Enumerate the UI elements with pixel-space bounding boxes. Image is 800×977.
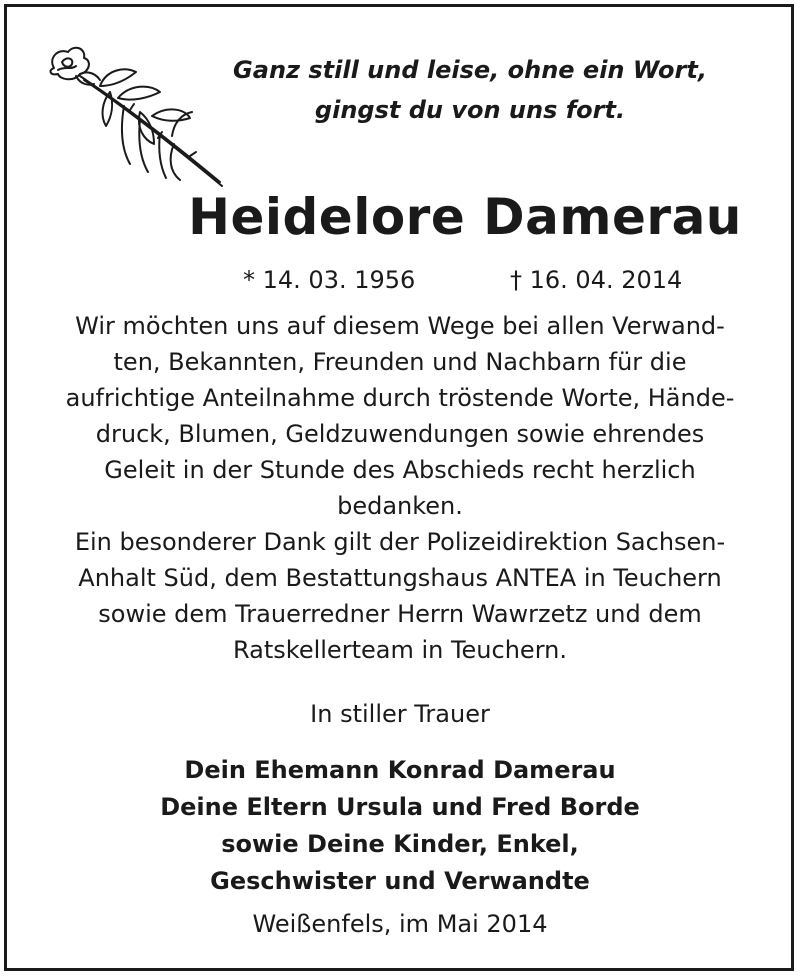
death-date: † 16. 04. 2014: [510, 266, 683, 294]
message-line: Geleit in der Stunde des Abschieds recht herzlich: [104, 456, 696, 484]
message-line: druck, Blumen, Geldzuwendungen sowie ehrendes: [95, 420, 705, 448]
signatory-line: Deine Eltern Ursula und Fred Borde: [160, 793, 640, 821]
signatory-line: Dein Ehemann Konrad Damerau: [184, 756, 616, 784]
thank-you-message: [0, 308, 800, 668]
signatories: [0, 752, 800, 900]
deceased-name: Heidelore Damerau: [188, 188, 742, 246]
birth-date: * 14. 03. 1956: [243, 266, 416, 294]
message-line: bedanken.: [337, 492, 463, 520]
motto-line-1: Ganz still und leise, ohne ein Wort,: [233, 56, 707, 84]
message-line: Wir möchten uns auf diesem Wege bei allen Verwand-: [75, 312, 725, 340]
motto-line-2: gingst du von uns fort.: [314, 96, 626, 124]
message-line: sowie dem Trauerredner Herrn Wawrzetz und dem: [98, 600, 702, 628]
message-line: Anhalt Süd, dem Bestattungshaus ANTEA in Teuchern: [78, 564, 722, 592]
signatory-line: Geschwister und Verwandte: [210, 867, 590, 895]
place-date: Weißenfels, im Mai 2014: [252, 910, 548, 938]
message-line: aufrichtige Anteilnahme durch tröstende Worte, Hände-: [65, 384, 735, 412]
message-line: Ein besonderer Dank gilt der Polizeidirektion Sachsen-: [74, 528, 726, 556]
message-line: Ratskellerteam in Teuchern.: [233, 636, 567, 664]
mourning-line: In stiller Trauer: [310, 700, 490, 728]
signatory-line: sowie Deine Kinder, Enkel,: [221, 830, 579, 858]
message-line: ten, Bekannten, Freunden und Nachbarn für die: [113, 348, 687, 376]
